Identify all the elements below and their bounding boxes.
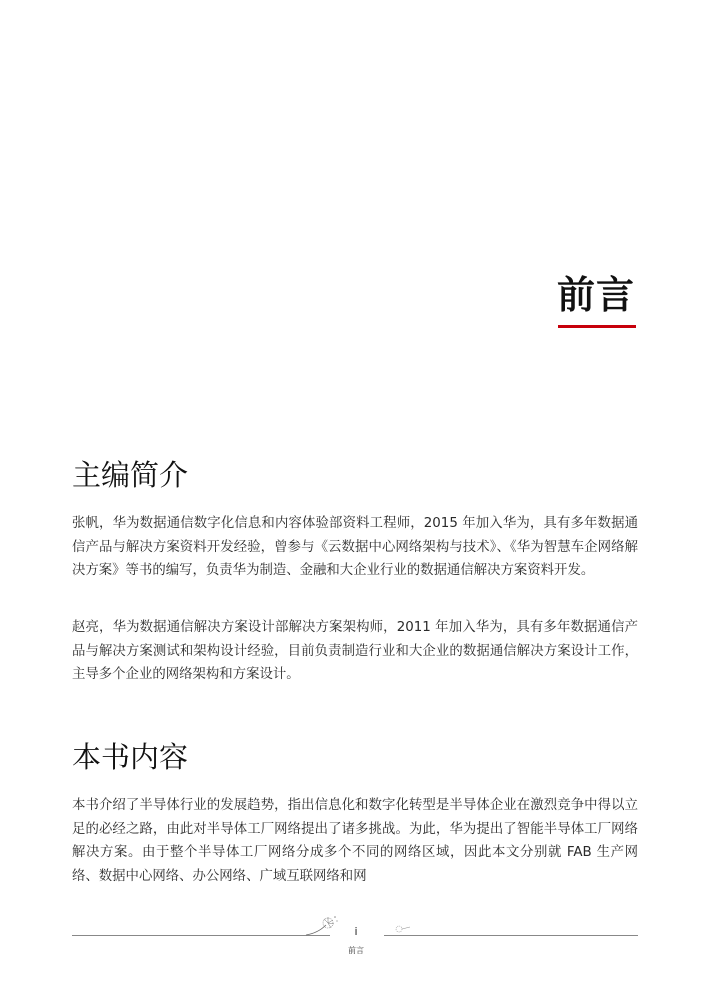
- footer-section-label: 前言: [348, 946, 364, 955]
- book-content-paragraph: 本书介绍了半导体行业的发展趋势，指出信息化和数字化转型是半导体企业在激烈竞争中得以立足的必经之路，由此对半导体工厂网络提出了诸多挑战。为此，华为提出了智能半导体工厂网络解决方案。由于整个半导体工厂网络分成多个不同的网络区域，因此本文分别就 FAB 生产网络、数据中心网络、办公网络、广域互联网络和网: [72, 798, 638, 884]
- section-heading-content: 本书内容: [72, 740, 189, 774]
- section-heading-editors: 主编简介: [72, 458, 189, 492]
- footer-rule-right: [384, 935, 638, 936]
- title-underline: [558, 325, 636, 328]
- page-number: i: [354, 925, 358, 938]
- editor-bio-paragraph: 赵亮，华为数据通信解决方案设计部解决方案架构师，2011 年加入华为，具有多年数据通信产品与解决方案测试和架构设计经验，目前负责制造行业和大企业的数据通信解决方案设计工作，主导多个企业的网络架构和方案设计。: [72, 620, 638, 682]
- editor-bio-paragraph: 张帆，华为数据通信数字化信息和内容体验部资料工程师，2015 年加入华为，具有多年数据通信产品与解决方案资料开发经验，曾参与《云数据中心网络架构与技术》、《华为智慧车企网络解决方案》等书的编写，负责华为制造、金融和大企业行业的数据通信解决方案资料开发。: [72, 516, 638, 578]
- page-title: 前言: [556, 273, 635, 317]
- page-footer: [72, 905, 638, 965]
- footer-rule-left: [72, 935, 330, 936]
- dandelion-icon: [304, 913, 340, 937]
- dandelion-seed-icon: [394, 923, 412, 935]
